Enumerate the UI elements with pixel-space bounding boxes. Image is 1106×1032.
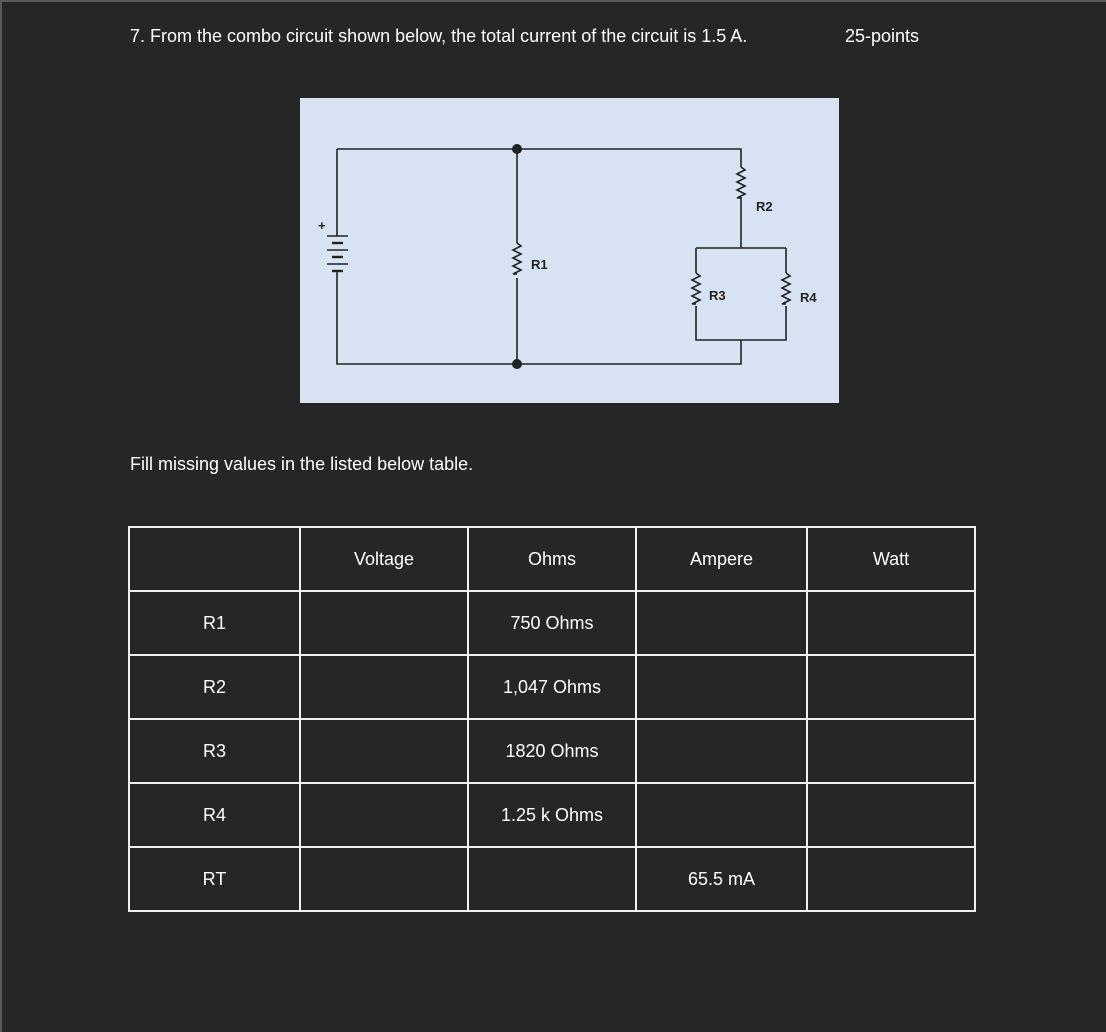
battery-icon	[327, 218, 348, 273]
table-row	[129, 847, 975, 911]
points-label: 25-points	[845, 26, 920, 46]
voltage-cell[interactable]	[300, 783, 468, 847]
header-cell	[129, 527, 300, 591]
ohms-cell: 1,047 Ohms	[468, 655, 636, 719]
voltage-cell[interactable]	[300, 591, 468, 655]
ampere-cell: 65.5 mA	[636, 847, 807, 911]
ampere-cell[interactable]	[636, 655, 807, 719]
resistor-r2	[737, 167, 745, 248]
ampere-cell[interactable]	[636, 783, 807, 847]
header-watt: Watt	[807, 527, 975, 591]
row-label: R2	[129, 655, 300, 719]
watt-cell[interactable]	[807, 783, 975, 847]
junction-top	[512, 144, 522, 154]
wire-top	[337, 149, 741, 167]
r4-label: R4	[800, 290, 817, 305]
ohms-cell: 1.25 k Ohms	[468, 783, 636, 847]
header-voltage: Voltage	[300, 527, 468, 591]
voltage-cell[interactable]	[300, 847, 468, 911]
row-label: R1	[129, 591, 300, 655]
voltage-cell[interactable]	[300, 719, 468, 783]
ampere-cell[interactable]	[636, 591, 807, 655]
header-ampere: Ampere	[636, 527, 807, 591]
resistor-r3	[692, 273, 700, 304]
r3-label: R3	[709, 288, 726, 303]
r2-label: R2	[756, 199, 773, 214]
frame-top-border	[0, 0, 1106, 2]
question-text: 7. From the combo circuit shown below, the total current of the circuit is 1.5 A.	[130, 26, 748, 46]
row-label: R4	[129, 783, 300, 847]
watt-cell[interactable]	[807, 591, 975, 655]
header-ohms: Ohms	[468, 527, 636, 591]
resistor-r4	[782, 273, 790, 304]
r1-label: R1	[531, 257, 548, 272]
row-label: RT	[129, 847, 300, 911]
battery-plus-label: +	[318, 218, 326, 233]
resistor-r1	[513, 243, 521, 274]
circuit-diagram	[300, 98, 839, 403]
watt-cell[interactable]	[807, 847, 975, 911]
frame-left-border	[0, 0, 2, 1032]
ampere-cell[interactable]	[636, 719, 807, 783]
values-table	[128, 526, 976, 912]
voltage-cell[interactable]	[300, 655, 468, 719]
ohms-cell[interactable]	[468, 847, 636, 911]
instruction-text: Fill missing values in the listed below table.	[130, 454, 474, 474]
ohms-cell: 1820 Ohms	[468, 719, 636, 783]
watt-cell[interactable]	[807, 655, 975, 719]
watt-cell[interactable]	[807, 719, 975, 783]
table-header-row	[129, 527, 975, 591]
row-label: R3	[129, 719, 300, 783]
junction-bottom	[512, 359, 522, 369]
table-row	[129, 719, 975, 783]
table-row	[129, 591, 975, 655]
table-row	[129, 655, 975, 719]
table-row	[129, 783, 975, 847]
ohms-cell: 750 Ohms	[468, 591, 636, 655]
